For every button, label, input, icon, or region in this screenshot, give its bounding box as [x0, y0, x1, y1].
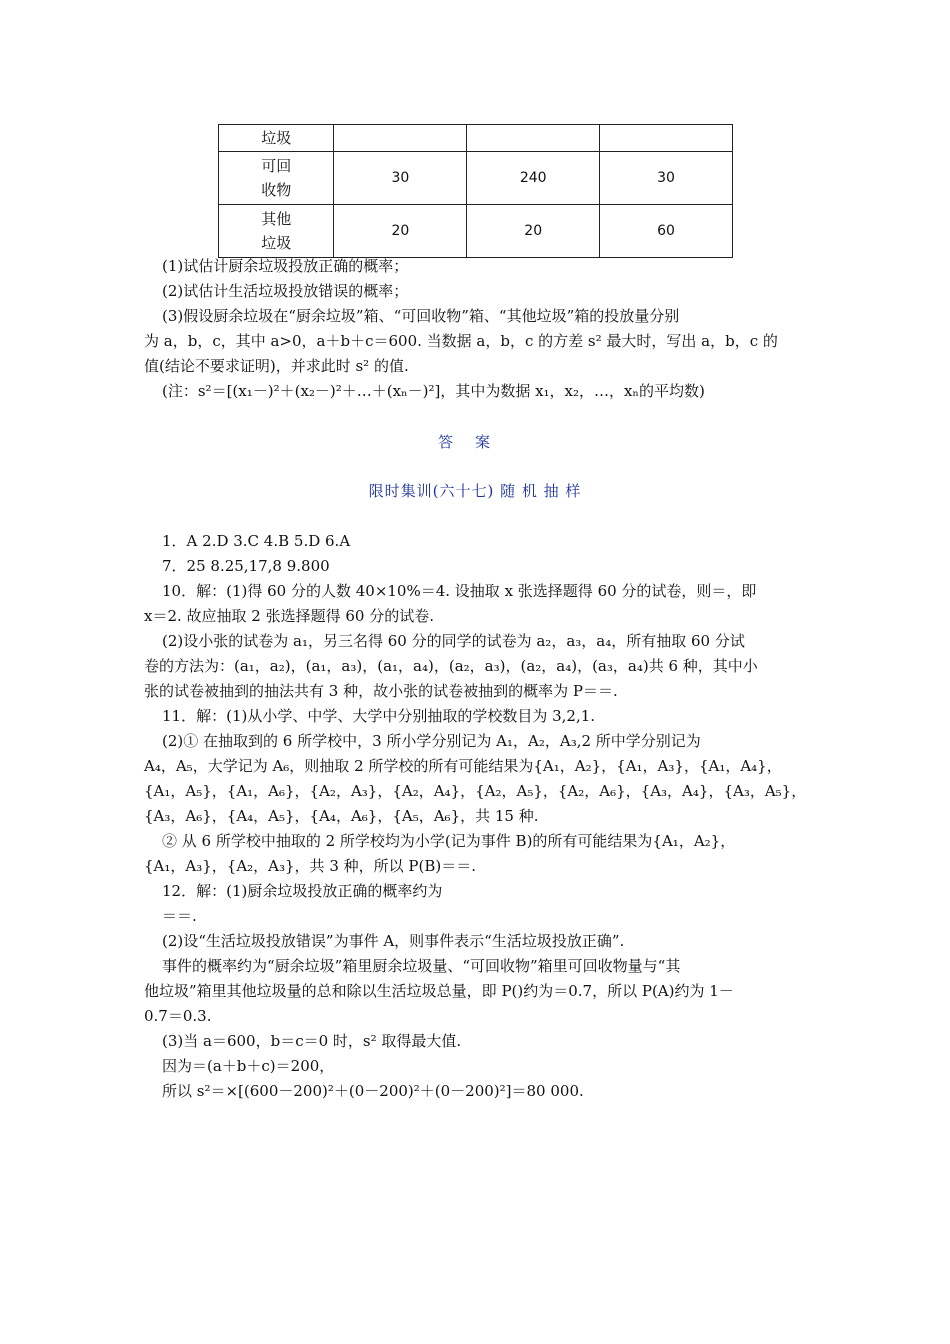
answer-line: ② 从 6 所学校中抽取的 2 所学校均为小学(记为事件 B)的所有可能结果为{A₁，A₂}，	[162, 832, 736, 850]
answer-line: A₄，A₅，大学记为 A₆，则抽取 2 所学校的所有可能结果为{A₁，A₂}，{A₁，A₃}，{A₁，A₄}，	[144, 757, 782, 775]
table-cell: 30	[334, 152, 467, 205]
answer-line: 事件的概率约为“厨余垃圾”箱里厨余垃圾量、“可回收物”箱里可回收物量与“其	[162, 957, 681, 975]
answer-line: 1．A 2.D 3.C 4.B 5.D 6.A	[162, 532, 351, 550]
question-2: (2)试估计生活垃圾投放错误的概率；	[162, 282, 409, 300]
answer-line: 所以 s²＝×[(600－200)²＋(0－200)²＋(0－200)²]＝80 000.	[162, 1082, 584, 1100]
answer-line: 0.7＝0.3.	[144, 1007, 212, 1025]
answers-header: 答案	[437, 433, 512, 451]
table-cell	[600, 125, 733, 152]
answer-line: x＝2. 故应抽取 2 张选择题得 60 分的试卷.	[144, 607, 435, 625]
answer-line: (2)① 在抽取到的 6 所学校中，3 所小学分别记为 A₁，A₂，A₃,2 所中学分别记为	[162, 732, 701, 750]
question-3-line-1: (3)假设厨余垃圾在“厨余垃圾”箱、“可回收物”箱、“其他垃圾”箱的投放量分别	[162, 307, 680, 325]
answer-line: 7．25 8.25,17,8 9.800	[162, 557, 330, 575]
table-cell: 20	[334, 205, 467, 258]
section-title: 限时集训(六十七) 随 机 抽 样	[368, 482, 582, 500]
table-cell	[467, 125, 600, 152]
answer-line: {A₁，A₃}，{A₂，A₃}，共 3 种，所以 P(B)＝＝.	[144, 857, 476, 875]
table-cell: 60	[600, 205, 733, 258]
table-row	[219, 125, 733, 152]
table-cell: 20	[467, 205, 600, 258]
answer-line: (3)当 a＝600，b＝c＝0 时，s² 取得最大值.	[162, 1032, 462, 1050]
answer-line: 他垃圾”箱里其他垃圾量的总和除以生活垃圾总量，即 P()约为＝0.7，所以 P(A)约为 1－	[144, 982, 734, 1000]
table-row	[219, 205, 733, 258]
table-cell: 30	[600, 152, 733, 205]
answer-line: {A₁，A₅}，{A₁，A₆}，{A₂，A₃}，{A₂，A₄}，{A₂，A₅}，{A₂，A₆}，{A₃，A₄}，{A₃，A₅}，	[144, 782, 807, 800]
row-header: 垃圾	[219, 125, 334, 152]
answer-line: 张的试卷被抽到的抽法共有 3 种，故小张的试卷被抽到的概率为 P＝＝.	[144, 682, 618, 700]
table-row	[219, 152, 733, 205]
answer-line: {A₃，A₆}，{A₄，A₅}，{A₄，A₆}，{A₅，A₆}，共 15 种.	[144, 807, 539, 825]
answer-line: ＝＝.	[162, 907, 197, 925]
answer-line: (2)设小张的试卷为 a₁，另三名得 60 分的同学的试卷为 a₂，a₃，a₄，所有抽取 60 分试	[162, 632, 745, 650]
question-1: (1)试估计厨余垃圾投放正确的概率；	[162, 257, 409, 275]
variance-note: (注：s²＝[(x₁－)²＋(x₂－)²＋…＋(xₙ－)²]，其中为数据 x₁，x₂，…，xₙ的平均数)	[162, 382, 705, 400]
row-header: 可回 收物	[219, 152, 334, 205]
question-3-line-2: 为 a，b，c，其中 a>0，a＋b＋c＝600. 当数据 a，b，c 的方差 s² 最大时，写出 a，b，c 的	[144, 332, 778, 350]
answer-line: 12．解：(1)厨余垃圾投放正确的概率约为	[162, 882, 443, 900]
answer-line: 11．解：(1)从小学、中学、大学中分别抽取的学校数目为 3,2,1.	[162, 707, 596, 725]
answer-line: 因为＝(a＋b＋c)＝200，	[162, 1057, 335, 1075]
table-cell: 240	[467, 152, 600, 205]
answer-line: 10．解：(1)得 60 分的人数 40×10%＝4. 设抽取 x 张选择题得 60 分的试卷，则＝，即	[162, 582, 757, 600]
answer-line: (2)设“生活垃圾投放错误”为事件 A，则事件表示“生活垃圾投放正确”.	[162, 932, 625, 950]
row-header: 其他 垃圾	[219, 205, 334, 258]
garbage-table	[218, 124, 733, 258]
answer-line: 卷的方法为：(a₁，a₂)，(a₁，a₃)，(a₁，a₄)，(a₂，a₃)，(a₂，a₄)，(a₃，a₄)共 6 种，其中小	[144, 657, 758, 675]
question-3-line-3: 值(结论不要求证明)，并求此时 s² 的值.	[144, 357, 409, 375]
table-cell	[334, 125, 467, 152]
